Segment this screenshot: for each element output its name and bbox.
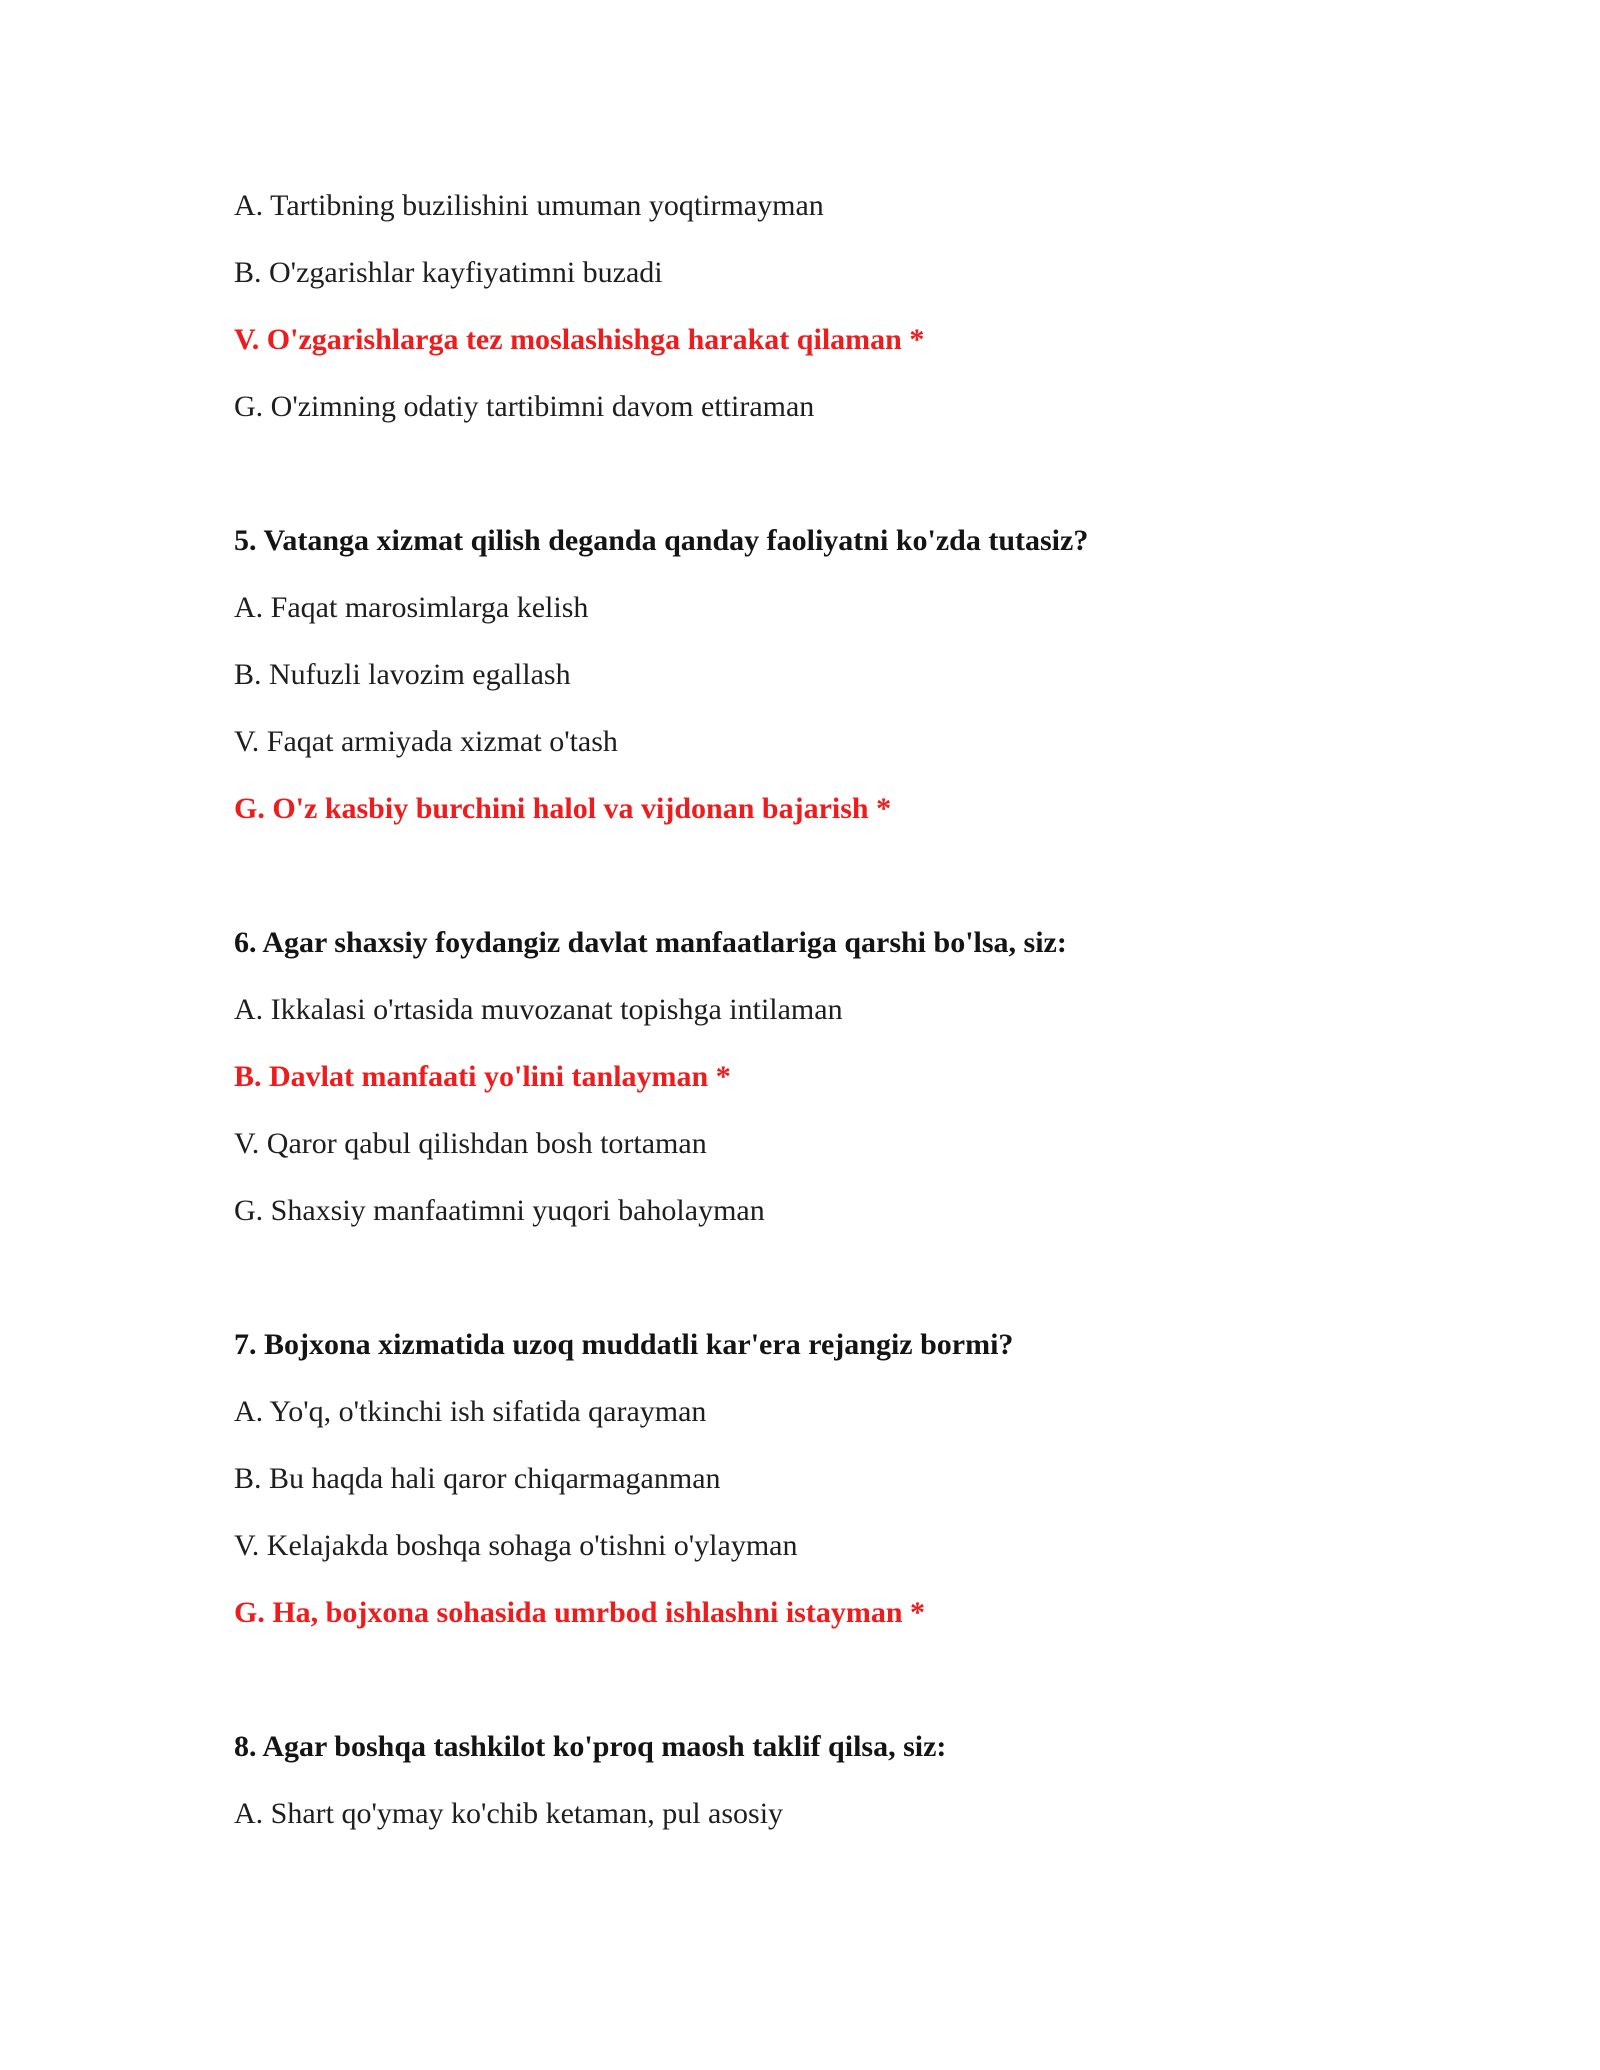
question-7: 7. Bojxona xizmatida uzoq muddatli kar'era rejangiz bormi?: [234, 1328, 1014, 1361]
option-6-g: G. Shaxsiy manfaatimni yuqori baholayman: [234, 1194, 765, 1227]
question-5: 5. Vatanga xizmat qilish deganda qanday faoliyatni ko'zda tutasiz?: [234, 524, 1089, 557]
option-6-b-correct: B. Davlat manfaati yo'lini tanlayman *: [234, 1060, 731, 1093]
question-6: 6. Agar shaxsiy foydangiz davlat manfaatlariga qarshi bo'lsa, siz:: [234, 926, 1067, 959]
option-5-a: A. Faqat marosimlarga kelish: [234, 591, 589, 624]
question-8: 8. Agar boshqa tashkilot ko'proq maosh taklif qilsa, siz:: [234, 1730, 947, 1763]
option-7-v: V. Kelajakda boshqa sohaga o'tishni o'ylayman: [234, 1529, 798, 1562]
option-7-b: B. Bu haqda hali qaror chiqarmaganman: [234, 1462, 721, 1495]
option-6-a: A. Ikkalasi o'rtasida muvozanat topishga intilaman: [234, 993, 843, 1026]
option-8-a: A. Shart qo'ymay ko'chib ketaman, pul asosiy: [234, 1797, 784, 1830]
option-4-v-correct: V. O'zgarishlarga tez moslashishga harakat qilaman *: [234, 323, 925, 356]
option-5-b: B. Nufuzli lavozim egallash: [234, 658, 571, 691]
option-6-v: V. Qaror qabul qilishdan bosh tortaman: [234, 1127, 707, 1160]
option-4-b: B. O'zgarishlar kayfiyatimni buzadi: [234, 256, 663, 289]
option-4-a: A. Tartibning buzilishini umuman yoqtirmayman: [234, 189, 824, 222]
option-4-g: G. O'zimning odatiy tartibimni davom ettiraman: [234, 390, 815, 423]
option-7-a: A. Yo'q, o'tkinchi ish sifatida qarayman: [234, 1395, 707, 1428]
option-5-g-correct: G. O'z kasbiy burchini halol va vijdonan bajarish *: [234, 792, 892, 825]
option-7-g-correct: G. Ha, bojxona sohasida umrbod ishlashni istayman *: [234, 1596, 926, 1629]
option-5-v: V. Faqat armiyada xizmat o'tash: [234, 725, 618, 758]
